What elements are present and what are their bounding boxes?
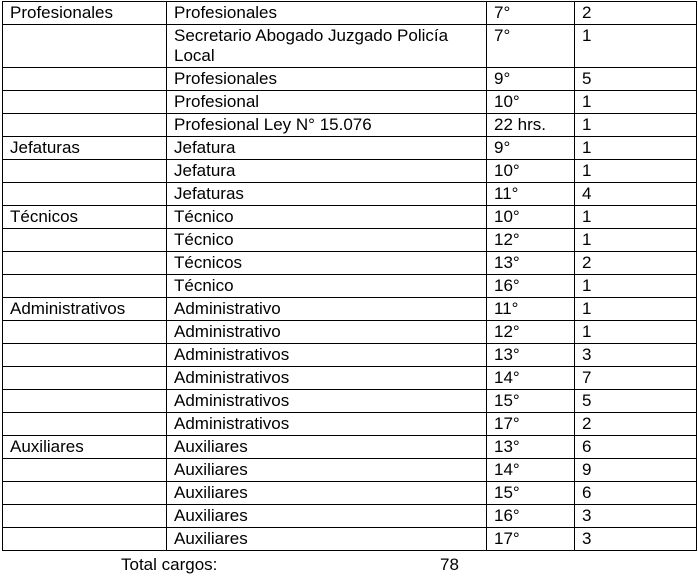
- category-cell: [3, 459, 167, 482]
- table-row: [3, 367, 697, 390]
- grade-cell: 17°: [487, 528, 575, 551]
- category-cell: [3, 229, 167, 252]
- table-row: [3, 482, 697, 505]
- category-cell: [3, 68, 167, 91]
- count-cell: 7: [575, 367, 697, 390]
- grade-cell: 10°: [487, 160, 575, 183]
- category-cell: [3, 275, 167, 298]
- table-row: [3, 25, 697, 68]
- category-cell: [3, 344, 167, 367]
- grade-cell: 9°: [487, 137, 575, 160]
- table-row: [3, 436, 697, 459]
- count-cell: 4: [575, 183, 697, 206]
- position-cell: Técnico: [167, 206, 487, 229]
- grade-cell: 14°: [487, 367, 575, 390]
- count-cell: 1: [575, 25, 697, 68]
- count-cell: 6: [575, 482, 697, 505]
- category-cell: Administrativos: [3, 298, 167, 321]
- position-cell: Auxiliares: [167, 482, 487, 505]
- grade-cell: 10°: [487, 206, 575, 229]
- grade-cell: 11°: [487, 298, 575, 321]
- grade-cell: 13°: [487, 344, 575, 367]
- count-cell: 1: [575, 137, 697, 160]
- table-row: [3, 252, 697, 275]
- grade-cell: 14°: [487, 459, 575, 482]
- count-cell: 1: [575, 298, 697, 321]
- table-row: [3, 2, 697, 25]
- category-cell: [3, 160, 167, 183]
- position-cell: Administrativos: [167, 367, 487, 390]
- count-cell: 5: [575, 68, 697, 91]
- grade-cell: 12°: [487, 229, 575, 252]
- table-row: [3, 505, 697, 528]
- table-row: [3, 229, 697, 252]
- position-cell: Profesional Ley N° 15.076: [167, 114, 487, 137]
- grade-cell: 10°: [487, 91, 575, 114]
- category-cell: [3, 91, 167, 114]
- position-cell: Profesional: [167, 91, 487, 114]
- count-cell: 6: [575, 436, 697, 459]
- total-label: Total cargos:: [121, 555, 218, 574]
- position-cell: Administrativo: [167, 298, 487, 321]
- table-row: [3, 68, 697, 91]
- position-cell: Auxiliares: [167, 459, 487, 482]
- count-cell: 1: [575, 275, 697, 298]
- grade-cell: 17°: [487, 413, 575, 436]
- table-row: [3, 114, 697, 137]
- table-row: [3, 344, 697, 367]
- position-cell: Administrativo: [167, 321, 487, 344]
- position-cell: Jefatura: [167, 137, 487, 160]
- position-cell: Administrativos: [167, 390, 487, 413]
- position-cell: Técnico: [167, 275, 487, 298]
- staff-positions-table: [2, 1, 697, 551]
- grade-cell: 7°: [487, 2, 575, 25]
- category-cell: Jefaturas: [3, 137, 167, 160]
- position-cell: Técnico: [167, 229, 487, 252]
- category-cell: [3, 252, 167, 275]
- table-row: [3, 390, 697, 413]
- count-cell: 1: [575, 229, 697, 252]
- position-cell: Profesionales: [167, 2, 487, 25]
- count-cell: 3: [575, 344, 697, 367]
- count-cell: 3: [575, 505, 697, 528]
- count-cell: 1: [575, 321, 697, 344]
- table-row: [3, 160, 697, 183]
- table-row: [3, 413, 697, 436]
- category-cell: Auxiliares: [3, 436, 167, 459]
- table-row: [3, 137, 697, 160]
- category-cell: [3, 390, 167, 413]
- category-cell: [3, 505, 167, 528]
- grade-cell: 15°: [487, 482, 575, 505]
- count-cell: 3: [575, 528, 697, 551]
- position-cell: Jefaturas: [167, 183, 487, 206]
- table-row: [3, 459, 697, 482]
- count-cell: 2: [575, 2, 697, 25]
- count-cell: 1: [575, 206, 697, 229]
- table-row: [3, 206, 697, 229]
- position-cell: Profesionales: [167, 68, 487, 91]
- table-row: [3, 528, 697, 551]
- category-cell: [3, 25, 167, 68]
- position-cell: Auxiliares: [167, 528, 487, 551]
- grade-cell: 9°: [487, 68, 575, 91]
- count-cell: 2: [575, 413, 697, 436]
- position-cell: Jefatura: [167, 160, 487, 183]
- table-row: [3, 275, 697, 298]
- total-value: 78: [440, 555, 459, 574]
- grade-cell: 13°: [487, 252, 575, 275]
- category-cell: [3, 482, 167, 505]
- grade-cell: 16°: [487, 505, 575, 528]
- category-cell: [3, 114, 167, 137]
- table-row: [3, 91, 697, 114]
- count-cell: 2: [575, 252, 697, 275]
- count-cell: 1: [575, 91, 697, 114]
- position-cell: Administrativos: [167, 413, 487, 436]
- category-cell: [3, 367, 167, 390]
- category-cell: [3, 183, 167, 206]
- grade-cell: 12°: [487, 321, 575, 344]
- total-row: [0, 555, 698, 577]
- count-cell: 9: [575, 459, 697, 482]
- grade-cell: 22 hrs.: [487, 114, 575, 137]
- category-cell: [3, 321, 167, 344]
- grade-cell: 13°: [487, 436, 575, 459]
- count-cell: 1: [575, 160, 697, 183]
- position-cell: Administrativos: [167, 344, 487, 367]
- position-cell: Secretario Abogado Juzgado Policía Local: [167, 25, 487, 68]
- position-cell: Auxiliares: [167, 505, 487, 528]
- position-cell: Auxiliares: [167, 436, 487, 459]
- grade-cell: 7°: [487, 25, 575, 68]
- table-row: [3, 298, 697, 321]
- position-cell: Técnicos: [167, 252, 487, 275]
- category-cell: Profesionales: [3, 2, 167, 25]
- count-cell: 1: [575, 114, 697, 137]
- grade-cell: 11°: [487, 183, 575, 206]
- category-cell: Técnicos: [3, 206, 167, 229]
- category-cell: [3, 413, 167, 436]
- table-row: [3, 183, 697, 206]
- grade-cell: 16°: [487, 275, 575, 298]
- category-cell: [3, 528, 167, 551]
- grade-cell: 15°: [487, 390, 575, 413]
- table-body: [3, 2, 697, 551]
- table-row: [3, 321, 697, 344]
- count-cell: 5: [575, 390, 697, 413]
